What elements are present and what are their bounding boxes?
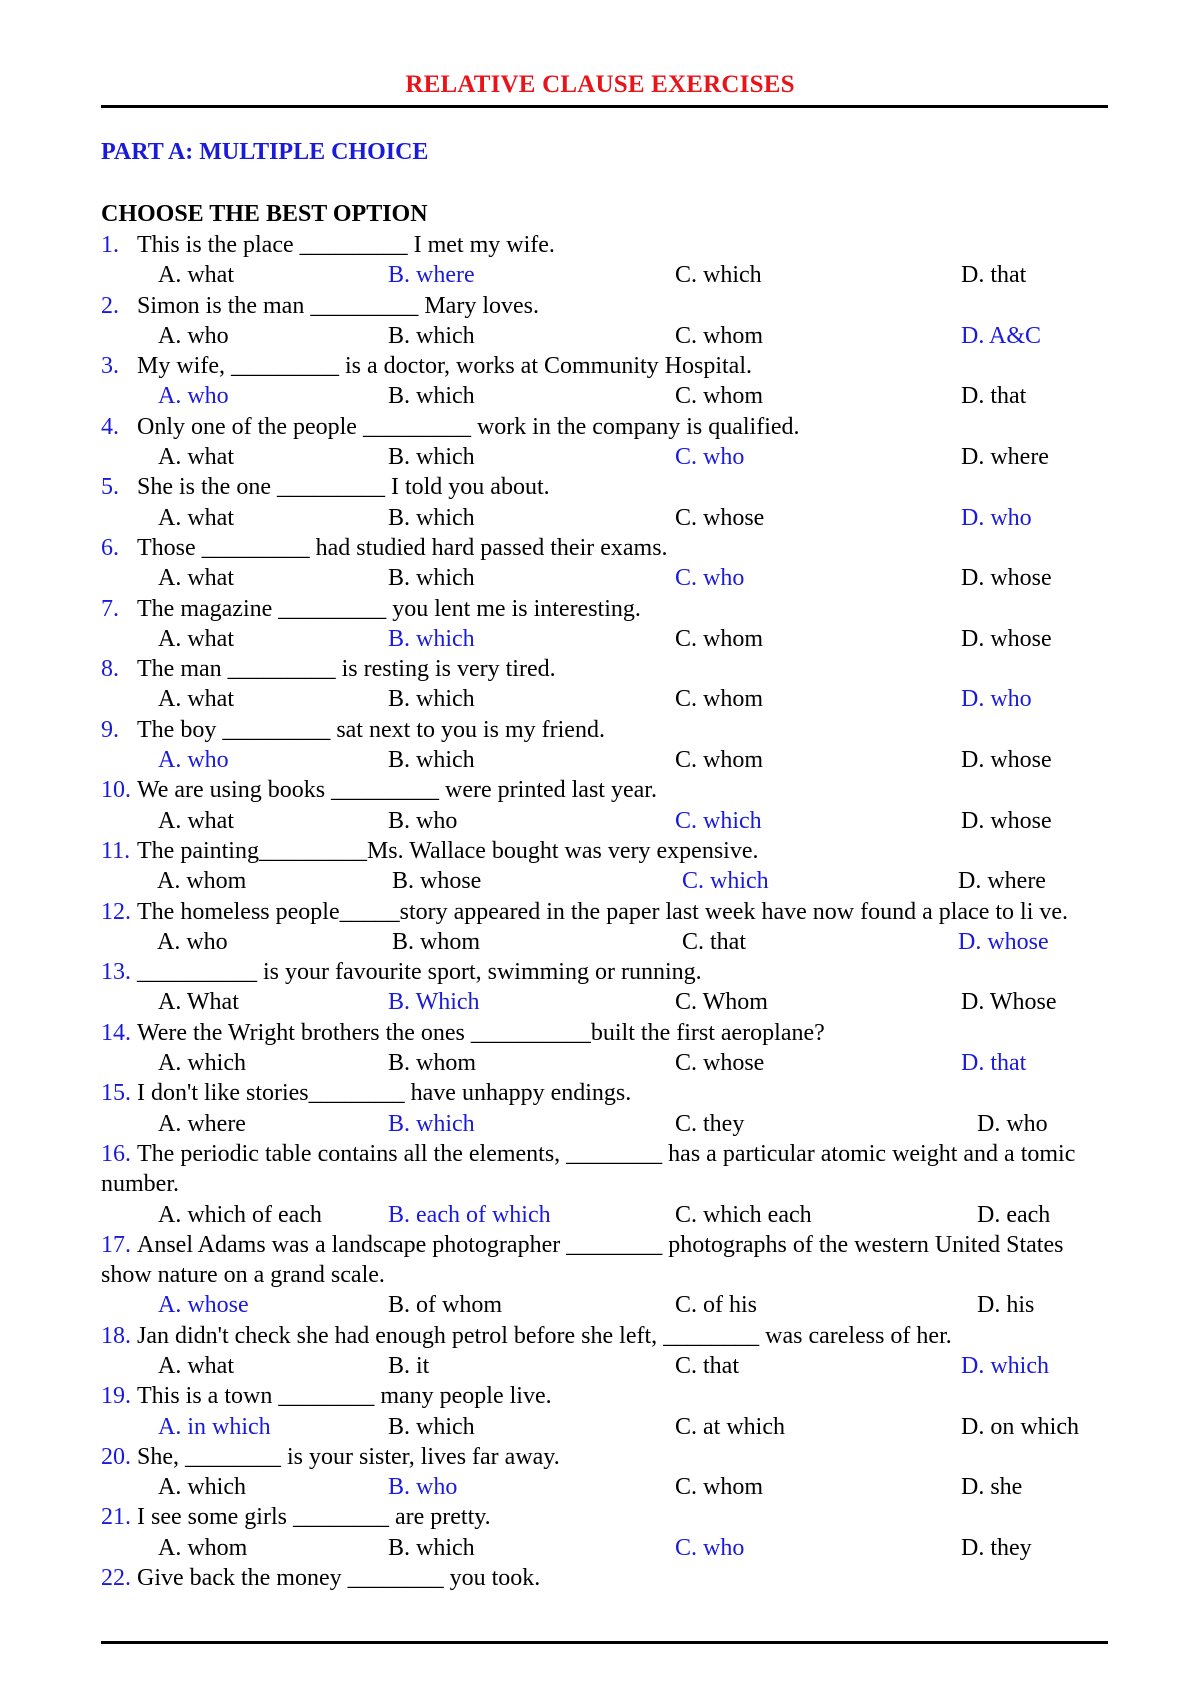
question-text: The boy _________ sat next to you is my friend. bbox=[137, 716, 605, 743]
answer-option[interactable]: B. which bbox=[388, 686, 475, 713]
question-item bbox=[101, 1442, 1111, 1472]
question-text: The man _________ is resting is very tired. bbox=[137, 656, 556, 683]
answer-option[interactable]: D. who bbox=[977, 1110, 1048, 1137]
question-number: 16. bbox=[101, 1140, 131, 1167]
question-text: She, ________ is your sister, lives far away. bbox=[137, 1443, 560, 1470]
question-item bbox=[101, 230, 1111, 260]
answer-option[interactable]: C. they bbox=[675, 1110, 745, 1137]
answer-option[interactable]: B. which bbox=[388, 322, 475, 349]
answer-option[interactable]: C. at which bbox=[675, 1413, 785, 1440]
question-item bbox=[101, 1563, 1111, 1593]
answer-option[interactable]: B. which bbox=[388, 747, 475, 774]
question-item bbox=[101, 1502, 1111, 1532]
question-item bbox=[101, 291, 1111, 321]
question-number: 6. bbox=[101, 534, 119, 561]
answer-option[interactable]: D. each bbox=[977, 1201, 1051, 1228]
answer-option[interactable]: B. which bbox=[388, 625, 475, 652]
answer-option[interactable]: D. that bbox=[961, 383, 1027, 410]
question-text: Jan didn't check she had enough petrol before she left, ________ was careless of her. bbox=[137, 1322, 952, 1349]
answer-option[interactable]: D. whose bbox=[961, 807, 1052, 834]
answer-option[interactable]: B. which bbox=[388, 1534, 475, 1561]
answer-option[interactable]: C. whose bbox=[675, 504, 765, 531]
question-text: The homeless people_____story appeared in the paper last week have now found a place to li ve. bbox=[137, 898, 1069, 925]
question-item bbox=[101, 1078, 1111, 1108]
question-text: We are using books _________ were printed last year. bbox=[137, 777, 657, 804]
section-heading: CHOOSE THE BEST OPTION bbox=[101, 201, 428, 227]
question-number: 10. bbox=[101, 777, 131, 804]
question-number: 5. bbox=[101, 474, 119, 501]
answer-option[interactable]: B. whose bbox=[392, 868, 482, 895]
answer-option[interactable]: C. of his bbox=[675, 1292, 758, 1319]
question-number: 20. bbox=[101, 1443, 131, 1470]
answer-option[interactable]: A. what bbox=[158, 444, 234, 471]
option-row bbox=[101, 1048, 1111, 1078]
answer-option[interactable]: A. what bbox=[158, 504, 234, 531]
answer-option[interactable]: B. each of which bbox=[388, 1201, 551, 1228]
answer-option[interactable]: D. who bbox=[961, 504, 1032, 531]
answer-option[interactable]: C. which bbox=[682, 868, 769, 895]
document-title: RELATIVE CLAUSE EXERCISES bbox=[405, 71, 795, 98]
answer-option[interactable]: C. whom bbox=[675, 686, 764, 713]
question-number: 2. bbox=[101, 292, 119, 319]
answer-option[interactable]: D. which bbox=[961, 1352, 1049, 1379]
option-row bbox=[101, 321, 1111, 351]
answer-option[interactable]: D. that bbox=[961, 262, 1027, 289]
question-item bbox=[101, 1321, 1111, 1351]
question-item bbox=[101, 1381, 1111, 1411]
question-number: 12. bbox=[101, 898, 131, 925]
option-row bbox=[101, 1200, 1111, 1230]
option-row bbox=[101, 624, 1111, 654]
question-number: 18. bbox=[101, 1322, 131, 1349]
question-text: The magazine _________ you lent me is interesting. bbox=[137, 595, 641, 622]
answer-option[interactable]: D. she bbox=[961, 1474, 1023, 1501]
question-text: The painting_________Ms. Wallace bought was very expensive. bbox=[137, 837, 759, 864]
answer-option[interactable]: A. what bbox=[158, 625, 234, 652]
option-row bbox=[101, 866, 1111, 896]
answer-option[interactable]: D. whose bbox=[961, 625, 1052, 652]
answer-option[interactable]: D. his bbox=[977, 1292, 1035, 1319]
question-text: Ansel Adams was a landscape photographer ________ photographs of the western United States show nature on a grand scale. bbox=[101, 1231, 1064, 1289]
option-row bbox=[101, 1533, 1111, 1563]
answer-option[interactable]: B. which bbox=[388, 1413, 475, 1440]
answer-option[interactable]: B. which bbox=[388, 383, 475, 410]
answer-option[interactable]: C. which bbox=[675, 262, 762, 289]
answer-option[interactable]: A. what bbox=[158, 807, 234, 834]
option-row bbox=[101, 745, 1111, 775]
answer-option[interactable]: D. that bbox=[961, 1050, 1027, 1077]
answer-option[interactable]: B. who bbox=[388, 807, 458, 834]
question-text: Give back the money ________ you took. bbox=[137, 1565, 541, 1592]
answer-option[interactable]: B. which bbox=[388, 1110, 475, 1137]
answer-option[interactable]: C. whom bbox=[675, 383, 764, 410]
question-text: Were the Wright brothers the ones __________built the first aeroplane? bbox=[137, 1019, 825, 1046]
question-list bbox=[101, 230, 1111, 1593]
question-item bbox=[101, 654, 1111, 684]
option-row bbox=[101, 1412, 1111, 1442]
answer-option[interactable]: D. Whose bbox=[961, 989, 1057, 1016]
question-text: This is a town ________ many people live. bbox=[137, 1383, 552, 1410]
answer-option[interactable]: C. who bbox=[675, 444, 745, 471]
answer-option[interactable]: B. Which bbox=[388, 989, 480, 1016]
answer-option[interactable]: A. who bbox=[158, 322, 229, 349]
question-item bbox=[101, 775, 1111, 805]
answer-option[interactable]: A. in which bbox=[158, 1413, 271, 1440]
question-number: 1. bbox=[101, 232, 119, 258]
question-number: 8. bbox=[101, 656, 119, 683]
question-number: 11. bbox=[101, 837, 131, 864]
question-number: 21. bbox=[101, 1504, 131, 1531]
question-item bbox=[101, 836, 1111, 866]
question-item bbox=[101, 412, 1111, 442]
answer-option[interactable]: A. what bbox=[158, 262, 234, 289]
answer-option[interactable]: B. where bbox=[388, 262, 475, 289]
question-item bbox=[101, 957, 1111, 987]
option-row bbox=[101, 806, 1111, 836]
answer-option[interactable]: C. which bbox=[675, 807, 762, 834]
question-number: 7. bbox=[101, 595, 119, 622]
answer-option[interactable]: D. who bbox=[961, 686, 1032, 713]
answer-option[interactable]: B. which bbox=[388, 565, 475, 592]
question-item bbox=[101, 1230, 1111, 1291]
question-item bbox=[101, 1139, 1111, 1200]
question-number: 19. bbox=[101, 1383, 131, 1410]
answer-option[interactable]: A. whom bbox=[157, 868, 247, 895]
top-divider bbox=[101, 105, 1108, 108]
answer-option[interactable]: D. on which bbox=[961, 1413, 1079, 1440]
answer-option[interactable]: B. who bbox=[388, 1474, 458, 1501]
answer-option[interactable]: B. of whom bbox=[388, 1292, 502, 1319]
answer-option[interactable]: C. Whom bbox=[675, 989, 768, 1016]
question-item bbox=[101, 594, 1111, 624]
question-number: 13. bbox=[101, 959, 131, 986]
answer-option[interactable]: A. whose bbox=[158, 1292, 249, 1319]
answer-option[interactable]: B. whom bbox=[392, 928, 481, 955]
question-text: My wife, _________ is a doctor, works at Community Hospital. bbox=[137, 353, 752, 380]
option-row bbox=[101, 503, 1111, 533]
question-text: She is the one _________ I told you about. bbox=[137, 474, 550, 501]
answer-option[interactable]: C. whom bbox=[675, 747, 764, 774]
answer-option[interactable]: C. who bbox=[675, 1534, 745, 1561]
answer-option[interactable]: A. which bbox=[158, 1050, 246, 1077]
answer-option[interactable]: C. whom bbox=[675, 625, 764, 652]
question-item bbox=[101, 897, 1111, 927]
option-row bbox=[101, 381, 1111, 411]
answer-option[interactable]: C. who bbox=[675, 565, 745, 592]
answer-option[interactable]: A. who bbox=[158, 747, 229, 774]
question-text: The periodic table contains all the elements, ________ has a particular atomic weight and a tomic number. bbox=[101, 1140, 1076, 1198]
answer-option[interactable]: D. whose bbox=[961, 565, 1052, 592]
option-row bbox=[101, 684, 1111, 714]
question-item bbox=[101, 1018, 1111, 1048]
answer-option[interactable]: A. What bbox=[158, 989, 239, 1016]
question-item bbox=[101, 715, 1111, 745]
question-item bbox=[101, 351, 1111, 381]
answer-option[interactable]: D. whose bbox=[961, 747, 1052, 774]
option-row bbox=[101, 1351, 1111, 1381]
question-text: Only one of the people _________ work in the company is qualified. bbox=[137, 413, 800, 440]
answer-option[interactable]: A. which bbox=[158, 1474, 246, 1501]
question-text: I see some girls ________ are pretty. bbox=[137, 1504, 491, 1531]
answer-option[interactable]: D. where bbox=[958, 868, 1046, 895]
answer-option[interactable]: A. what bbox=[158, 565, 234, 592]
option-row bbox=[101, 987, 1111, 1017]
answer-option[interactable]: C. whom bbox=[675, 1474, 764, 1501]
answer-option[interactable]: D. A&C bbox=[961, 322, 1042, 349]
question-text: Those _________ had studied hard passed their exams. bbox=[137, 534, 668, 561]
answer-option[interactable]: B. which bbox=[388, 444, 475, 471]
answer-option[interactable]: D. they bbox=[961, 1534, 1032, 1561]
question-number: 4. bbox=[101, 413, 119, 440]
question-item bbox=[101, 533, 1111, 563]
answer-option[interactable]: C. whom bbox=[675, 322, 764, 349]
answer-option[interactable]: A. what bbox=[158, 1352, 234, 1379]
option-row bbox=[101, 1290, 1111, 1320]
answer-option[interactable]: A. who bbox=[157, 928, 228, 955]
option-row bbox=[101, 442, 1111, 472]
question-text: Simon is the man _________ Mary loves. bbox=[137, 292, 539, 319]
question-number: 14. bbox=[101, 1019, 131, 1046]
question-number: 3. bbox=[101, 353, 119, 380]
answer-option[interactable]: D. whose bbox=[958, 928, 1049, 955]
option-row bbox=[101, 1472, 1111, 1502]
option-row bbox=[101, 927, 1111, 957]
part-heading: PART A: MULTIPLE CHOICE bbox=[101, 139, 429, 165]
answer-option[interactable]: D. where bbox=[961, 444, 1049, 471]
option-row bbox=[101, 260, 1111, 290]
answer-option[interactable]: A. what bbox=[158, 686, 234, 713]
answer-option[interactable]: A. who bbox=[158, 383, 229, 410]
answer-option[interactable]: C. which each bbox=[675, 1201, 812, 1228]
question-number: 17. bbox=[101, 1231, 131, 1258]
question-text: __________ is your favourite sport, swimming or running. bbox=[137, 959, 702, 986]
answer-option[interactable]: B. whom bbox=[388, 1050, 477, 1077]
question-number: 22. bbox=[101, 1565, 131, 1592]
answer-option[interactable]: C. that bbox=[675, 1352, 739, 1379]
option-row bbox=[101, 563, 1111, 593]
answer-option[interactable]: A. whom bbox=[158, 1534, 248, 1561]
answer-option[interactable]: B. which bbox=[388, 504, 475, 531]
question-item bbox=[101, 472, 1111, 502]
question-text: I don't like stories________ have unhappy endings. bbox=[137, 1080, 632, 1107]
answer-option[interactable]: B. it bbox=[388, 1352, 430, 1379]
answer-option[interactable]: A. which of each bbox=[158, 1201, 322, 1228]
question-number: 15. bbox=[101, 1080, 131, 1107]
option-row bbox=[101, 1109, 1111, 1139]
question-number: 9. bbox=[101, 716, 119, 743]
answer-option[interactable]: C. that bbox=[682, 928, 746, 955]
bottom-divider bbox=[101, 1641, 1108, 1644]
question-text: This is the place _________ I met my wife. bbox=[137, 232, 555, 258]
answer-option[interactable]: C. whose bbox=[675, 1050, 765, 1077]
answer-option[interactable]: A. where bbox=[158, 1110, 246, 1137]
